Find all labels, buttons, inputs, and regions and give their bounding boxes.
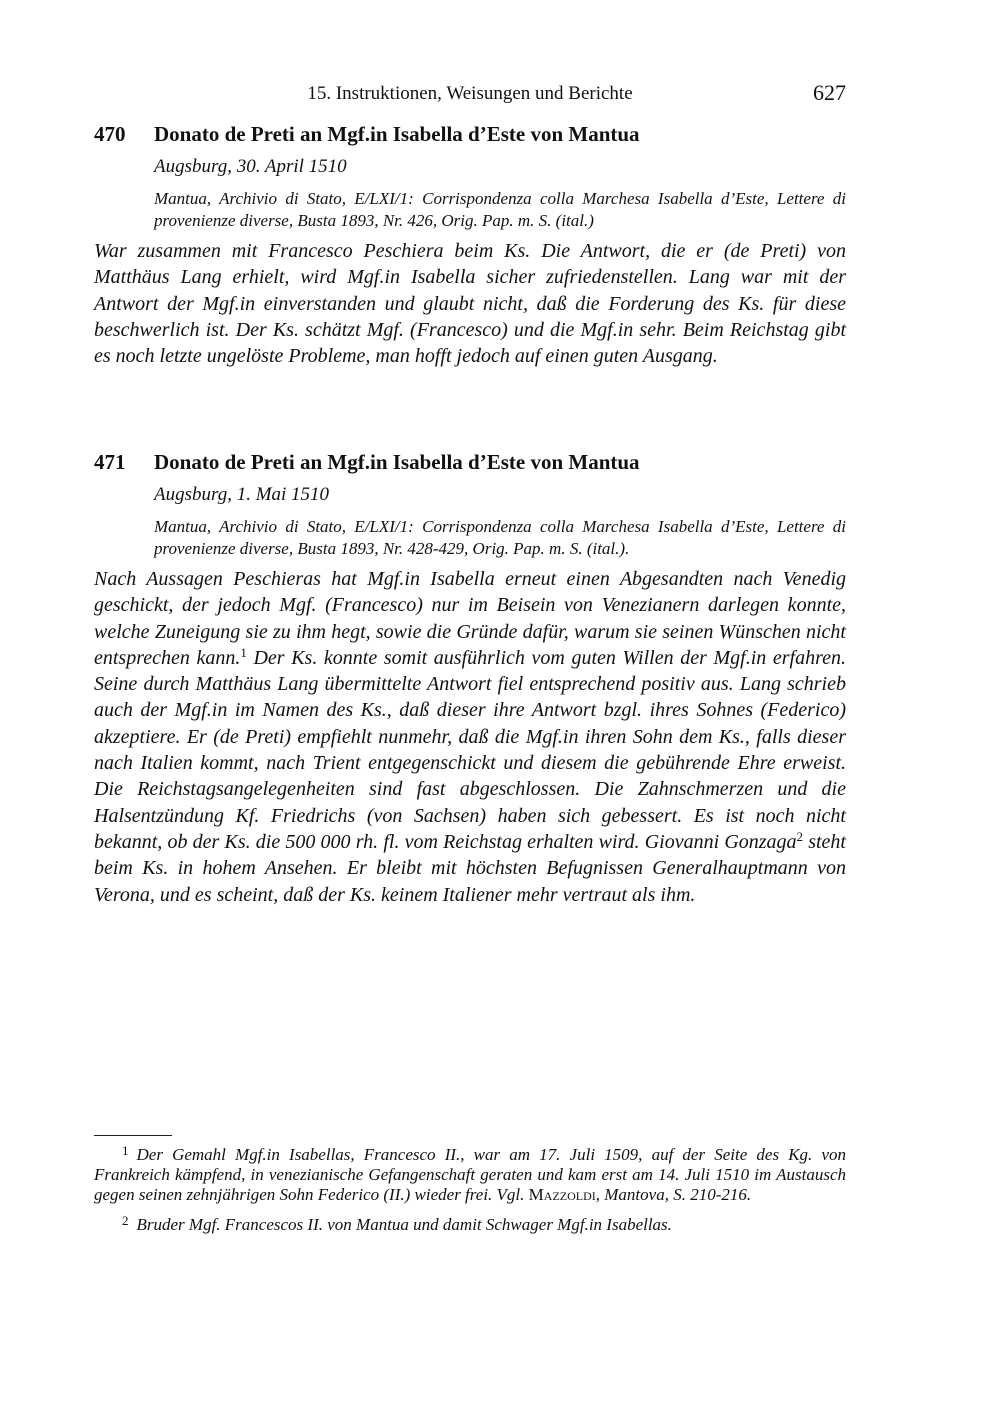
running-title: 15. Instruktionen, Weisungen und Berichte — [307, 83, 633, 104]
page — [94, 0, 846, 1418]
entry-heading — [94, 120, 846, 148]
entry-date: Augsburg, 1. Mai 1510 — [154, 484, 330, 505]
footnote-author: Mazzoldi, — [528, 1185, 601, 1204]
footnote-text: Der Gemahl Mgf.in Isabellas, Francesco II., war am 17. Juli 1509, auf der Seite des Kg. von Frankreich kämpfend, in venezianische Gefangenschaft geraten und kam erst am 14. Juli 1510 im Austausch gegen seinen zehnjährigen Sohn Federico (II.) wieder frei. Vgl. — [94, 1145, 846, 1204]
summary-text: Der Ks. konnte somit ausführlich vom guten Willen der Mgf.in erfahren. Seine durch Matthäus Lang übermittelte Antwort fiel entsprechend positiv aus. Lang schrieb auch der Mgf.in im Namen des Ks., daß dieser ihre Antwort bzgl. ihres Sohnes (Federico) akzeptiere. Er (de Preti) empfiehlt nunmehr, daß die Mgf.in ihren Sohn dem Ks., falls dieser nach Italien kommt, nach Trient entgegenschickt und diesem die gebührende Ehre erweist. Die Reichstagsangelegenheiten sind fast abgeschlossen. Die Zahnschmerzen und die Halsentzündung Kf. Friedrichs (von Sachsen) haben sich gebessert. Es ist noch nicht bekannt, ob der Ks. die 500 000 rh. fl. vom Reichstag erhalten wird. Giovanni Gonzaga — [94, 646, 846, 853]
footnote-mark: 2 — [122, 1213, 129, 1228]
running-head — [94, 80, 846, 108]
entry-date: Augsburg, 30. April 1510 — [154, 156, 347, 177]
summary-text: steht beim Ks. in hohem Ansehen. Er bleibt mit höchsten Befugnissen Generalhauptmann von Verona, und es scheint, daß der Ks. keinem Italiener mehr vertraut als ihm. — [94, 830, 846, 906]
entry-summary — [94, 566, 846, 908]
entry-number: 470 — [94, 122, 126, 146]
footnote-ref[interactable]: 2 — [796, 828, 804, 844]
entry-470 — [94, 120, 846, 369]
entry-number: 471 — [94, 450, 126, 474]
footnote-rule — [94, 1135, 172, 1136]
entry-title: Donato de Preti an Mgf.in Isabella d’Este von Mantua — [154, 450, 640, 474]
entry-471 — [94, 448, 846, 908]
entry-summary: War zusammen mit Francesco Peschiera beim Ks. Die Antwort, die er (de Preti) von Matthäus Lang erhielt, wird Mgf.in Isabella sicher zufriedenstellen. Lang war mit der Antwort der Mgf.in einverstanden und glaubt nicht, daß die Forderung des Ks. für diese beschwerlich ist. Der Ks. schätzt Mgf. (Francesco) und die Mgf.in sehr. Beim Reichstag gibt es noch letzte ungelöste Probleme, man hofft jedoch auf einen guten Ausgang. — [94, 240, 846, 368]
footnotes — [94, 1141, 846, 1241]
entry-source: Mantua, Archivio di Stato, E/LXI/1: Corrispondenza colla Marchesa Isabella d’Este, Lettere di provenienze diverse, Busta 1893, Nr. 426, Orig. Pap. m. S. (ital.) — [154, 189, 846, 230]
footnote-text: Bruder Mgf. Francescos II. von Mantua und damit Schwager Mgf.in Isabellas. — [136, 1215, 672, 1234]
footnote-1 — [94, 1141, 846, 1205]
footnote-2 — [94, 1211, 846, 1235]
entry-heading — [94, 448, 846, 476]
footnote-ref[interactable]: 1 — [240, 644, 247, 660]
entry-title: Donato de Preti an Mgf.in Isabella d’Este von Mantua — [154, 122, 640, 146]
footnote-mark: 1 — [122, 1143, 129, 1158]
page-number: 627 — [813, 80, 846, 105]
footnote-ref-text: Mantova, S. 210-216. — [600, 1185, 752, 1204]
entry-source: Mantua, Archivio di Stato, E/LXI/1: Corrispondenza colla Marchesa Isabella d’Este, Lettere di provenienze diverse, Busta 1893, Nr. 428-429, Orig. Pap. m. S. (ital.). — [154, 517, 846, 558]
summary-text: Nach Aussagen Peschieras hat Mgf.in Isabella erneut einen Abgesandten nach Venedig geschickt, der jedoch Mgf. (Francesco) nur im Beisein von Venezianern darlegen konnte, welche Zuneigung sie zu ihm hegt, sowie die Gründe dafür, warum sie seinen Wünschen nicht entsprechen kann. — [94, 568, 846, 669]
